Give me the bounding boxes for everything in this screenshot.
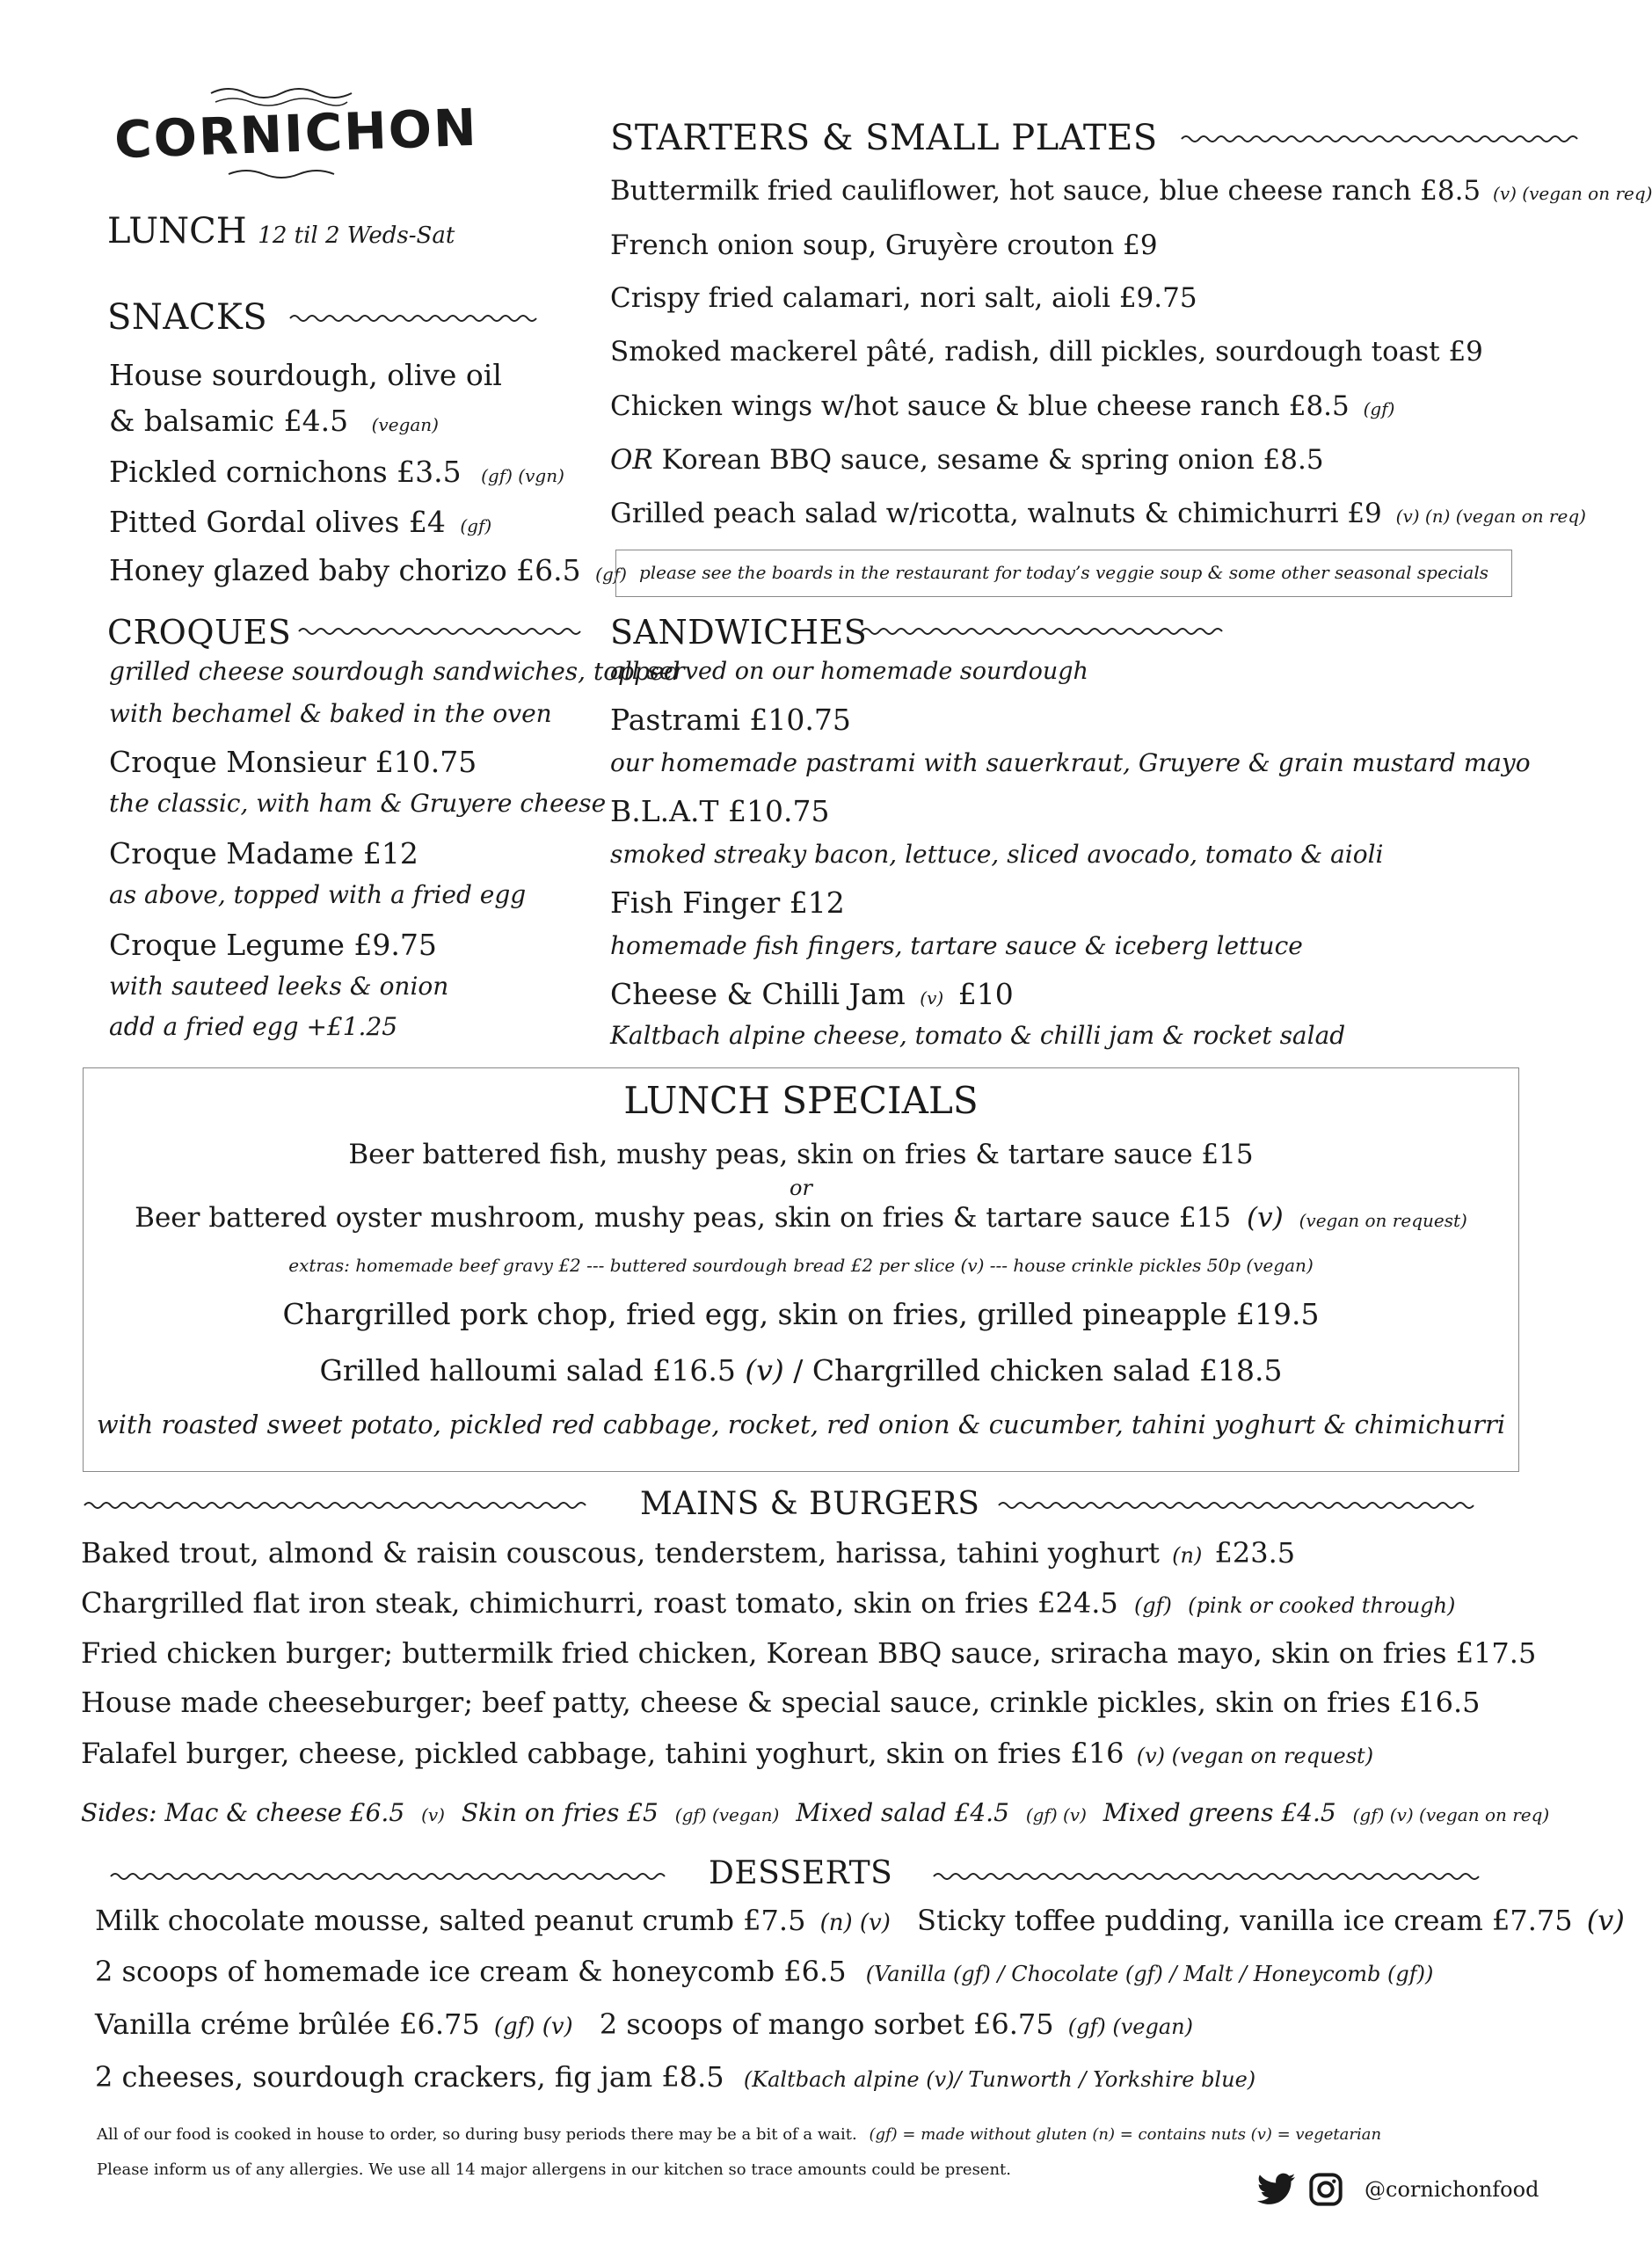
sandwich-desc: homemade fish fingers, tartare sauce & iceberg lettuce [610, 931, 1303, 960]
snacks-heading: SNACKS [107, 297, 268, 338]
desserts-wave-left [111, 1868, 665, 1885]
mains-heading: MAINS & BURGERS [640, 1486, 980, 1522]
croques-desc: with bechamel & baked in the oven [109, 699, 552, 728]
mains-wave-left [84, 1497, 598, 1514]
specials-notice-box [615, 550, 1512, 597]
sandwich-desc: smoked streaky bacon, lettuce, sliced avocado, tomato & aioli [610, 840, 1384, 869]
snack-item: Pitted Gordal olives £4 (gf) [109, 505, 492, 539]
mains-wave-right [999, 1497, 1474, 1514]
footer-allergy-note: Please inform us of any allergies. We use all 14 major allergens in our kitchen so trace amounts could be present. [97, 2160, 1012, 2179]
lunch-hours: 12 til 2 Weds-Sat [258, 222, 455, 249]
social-bar [1257, 2172, 1539, 2207]
specials-line: Beer battered oyster mushroom, mushy peas, skin on fries & tartare sauce £15 (v) (vegan on request) [135, 1202, 1467, 1234]
croques-wave [299, 623, 580, 640]
starter-item: Buttermilk fried cauliflower, hot sauce, blue cheese ranch £8.5 (v) (vegan on req) [610, 175, 1652, 207]
starter-item: Smoked mackerel pâté, radish, dill pickles, sourdough toast £9 [610, 336, 1483, 368]
starter-item: Grilled peach salad w/ricotta, walnuts & chimichurri £9 (v) (n) (vegan on req) [610, 498, 1586, 529]
sandwiches-sub: all served on our homemade sourdough [610, 658, 1088, 685]
croque-item: Croque Madame £12 [109, 836, 418, 871]
social-handle[interactable]: @cornichonfood [1365, 2177, 1539, 2202]
dessert-row: 2 scoops of homemade ice cream & honeycomb £6.5 (Vanilla (gf) / Chocolate (gf) / Malt / Honeycomb (gf)) [95, 1955, 1434, 1988]
starters-heading: STARTERS & SMALL PLATES [610, 118, 1158, 158]
specials-heading: LUNCH SPECIALS [623, 1079, 979, 1122]
desserts-wave-right [934, 1868, 1479, 1885]
starter-item: French onion soup, Gruyère crouton £9 [610, 229, 1158, 261]
specials-or: or [790, 1176, 812, 1200]
specials-line: Chargrilled pork chop, fried egg, skin on fries, grilled pineapple £19.5 [282, 1297, 1320, 1331]
starter-item: Crispy fried calamari, nori salt, aioli £9.75 [610, 282, 1197, 314]
main-item: Fried chicken burger; buttermilk fried chicken, Korean BBQ sauce, sriracha mayo, skin on fries £17.5 [81, 1636, 1537, 1670]
sandwich-item: Fish Finger £12 [610, 885, 845, 920]
sides-line: Sides: Mac & cheese £6.5 (v) Skin on fries £5 (gf) (vegan) Mixed salad £4.5 (gf) (v) Mixed greens £4.5 (gf) (v) (vegan on req) [81, 1798, 1550, 1827]
snack-item: Honey glazed baby chorizo £6.5 (gf) [109, 553, 627, 587]
specials-notice: please see the boards in the restaurant for today’s veggie soup & some other seasonal specials [638, 562, 1488, 583]
dessert-row: Milk chocolate mousse, salted peanut crumb £7.5 (n) (v) Sticky toffee pudding, vanilla ice cream £7.75 (v) [95, 1904, 1625, 1937]
sandwich-desc: Kaltbach alpine cheese, tomato & chilli jam & rocket salad [610, 1021, 1346, 1050]
croques-desc: grilled cheese sourdough sandwiches, topped [109, 657, 680, 686]
sandwiches-heading: SANDWICHES [610, 613, 868, 652]
main-item: Baked trout, almond & raisin couscous, tenderstem, harissa, tahini yoghurt (n) £23.5 [81, 1536, 1296, 1570]
croque-extra: add a fried egg +£1.25 [109, 1012, 398, 1041]
croque-desc: as above, topped with a fried egg [109, 880, 527, 909]
dessert-row: 2 cheeses, sourdough crackers, fig jam £8.5 (Kaltbach alpine (v)/ Tunworth / Yorkshire blue) [95, 2060, 1256, 2094]
footer-note: All of our food is cooked in house to order, so during busy periods there may be a bit of a wait. (gf) = made without gluten (n) = contains nuts (v) = vegetarian [97, 2125, 1382, 2144]
croque-desc: the classic, with ham & Gruyere cheese [109, 789, 607, 818]
croque-item: Croque Monsieur £10.75 [109, 745, 477, 779]
snack-item: Pickled cornichons £3.5 (gf) (vgn) [109, 455, 564, 489]
logo [106, 69, 479, 192]
croque-item: Croque Legume £9.75 [109, 928, 437, 962]
starter-item: OR Korean BBQ sauce, sesame & spring onion £8.5 [610, 444, 1324, 476]
specials-line: Grilled halloumi salad £16.5 (v) / Chargrilled chicken salad £18.5 [319, 1353, 1283, 1388]
twitter-icon[interactable] [1257, 2173, 1296, 2206]
sandwich-item: Cheese & Chilli Jam (v) £10 [610, 977, 1014, 1011]
sandwich-item: Pastrami £10.75 [610, 703, 851, 737]
main-item: Chargrilled flat iron steak, chimichurri, roast tomato, skin on fries £24.5 (gf) (pink or cooked through) [81, 1586, 1456, 1620]
specials-extras: extras: homemade beef gravy £2 --- buttered sourdough bread £2 per slice (v) --- house crinkle pickles 50p (vegan) [288, 1255, 1314, 1276]
instagram-icon[interactable] [1308, 2172, 1343, 2207]
logo-text: CORNICHON [113, 97, 479, 171]
snacks-wave [290, 310, 536, 327]
sandwich-desc: our homemade pastrami with sauerkraut, Gruyere & grain mustard mayo [610, 748, 1531, 777]
sandwiches-wave [862, 623, 1231, 640]
dessert-row: Vanilla créme brûlée £6.75 (gf) (v) 2 scoops of mango sorbet £6.75 (gf) (vegan) [95, 2007, 1193, 2041]
starter-item: Chicken wings w/hot sauce & blue cheese ranch £8.5 (gf) [610, 390, 1395, 422]
main-item: Falafel burger, cheese, pickled cabbage, tahini yoghurt, skin on fries £16 (v) (vegan on request) [81, 1737, 1374, 1770]
croques-heading: CROQUES [107, 613, 292, 652]
desserts-heading: DESSERTS [709, 1855, 893, 1891]
specials-line: Beer battered fish, mushy peas, skin on fries & tartare sauce £15 [348, 1139, 1254, 1170]
lunch-title: LUNCH 12 til 2 Weds-Sat [107, 211, 455, 251]
specials-salad-desc: with roasted sweet potato, pickled red cabbage, rocket, red onion & cucumber, tahini yoghurt & chimichurri [96, 1410, 1506, 1439]
sandwich-item: B.L.A.T £10.75 [610, 794, 830, 828]
starters-wave [1182, 130, 1577, 148]
snack-item: & balsamic £4.5 (vegan) [109, 404, 439, 438]
lunch-specials-box [83, 1067, 1519, 1472]
snack-item: House sourdough, olive oil [109, 358, 502, 392]
main-item: House made cheeseburger; beef patty, cheese & special sauce, crinkle pickles, skin on fries £16.5 [81, 1686, 1481, 1719]
croque-desc: with sauteed leeks & onion [109, 972, 449, 1001]
